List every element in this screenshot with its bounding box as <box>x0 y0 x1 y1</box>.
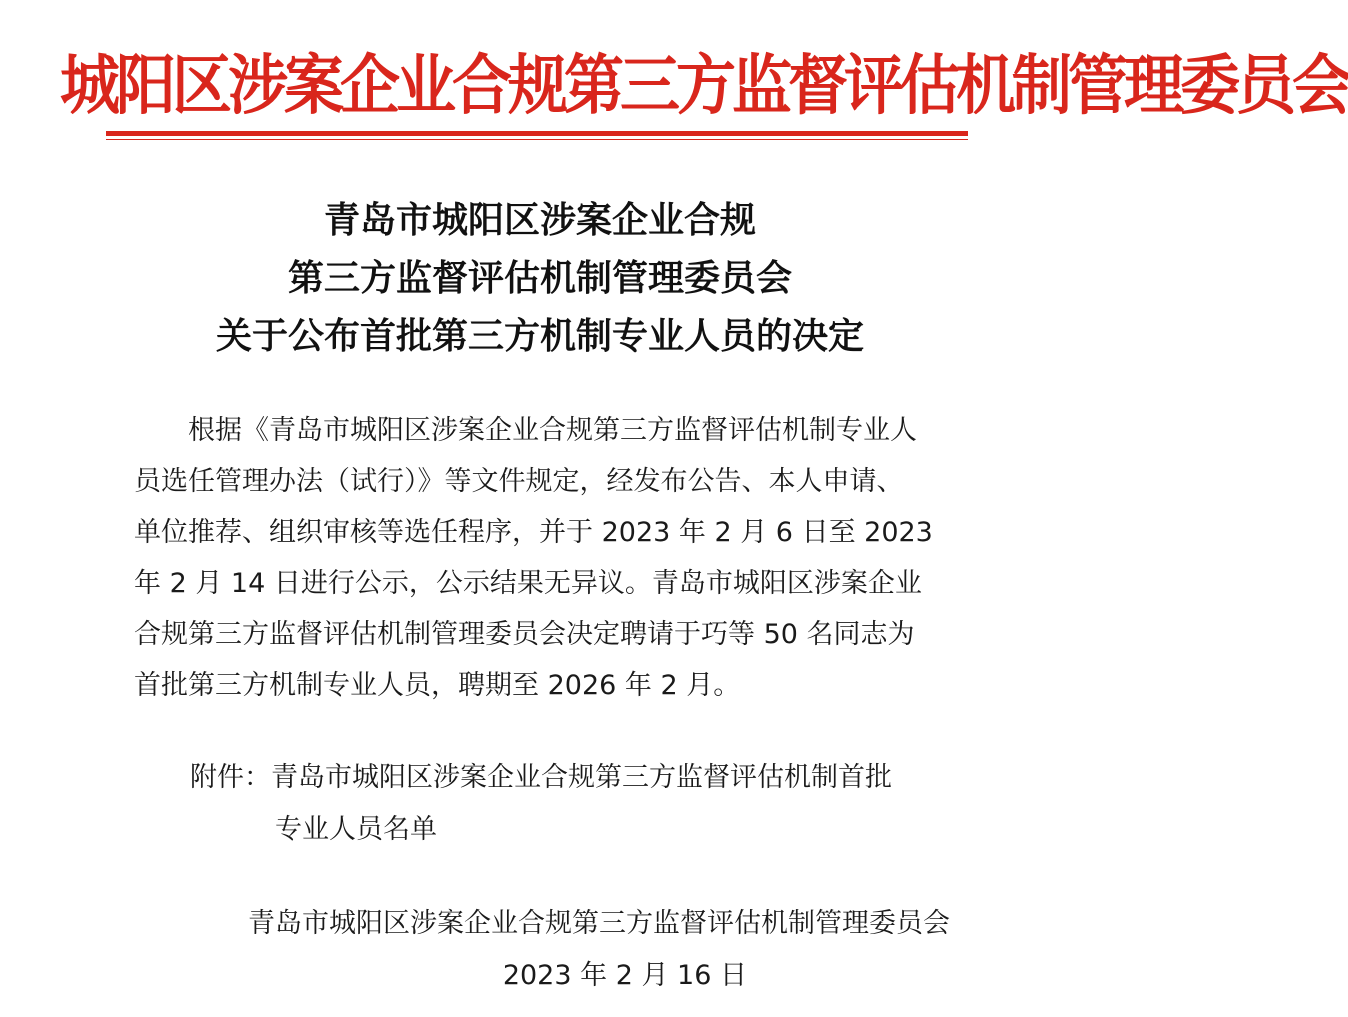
body-line-2: 员选任管理办法（试行）》等文件规定，经发布公告、本人申请、 <box>134 466 904 497</box>
body-line-6: 首批第三方机制专业人员，聘期至 2026 年 2 月。 <box>134 670 741 701</box>
body-line-5: 合规第三方监督评估机制管理委员会决定聘请于巧等 50 名同志为 <box>134 619 915 650</box>
body-line-3: 单位推荐、组织审核等选任程序，并于 2023 年 2 月 6 日至 2023 <box>134 517 933 548</box>
body-line-1: 根据《青岛市城阳区涉案企业合规第三方监督评估机制专业人 <box>188 415 917 446</box>
body-paragraph <box>134 405 939 711</box>
red-divider-thin <box>106 139 968 140</box>
signature-date: 2023 年 2 月 16 日 <box>502 960 747 991</box>
masthead-title: 城阳区涉案企业合规第三方监督评估机制管理委员会 <box>60 48 1348 124</box>
red-divider-thick <box>106 131 968 136</box>
attachment-note <box>190 752 950 856</box>
signature-block <box>180 898 950 1002</box>
title-line-1: 青岛市城阳区涉案企业合规 <box>323 200 756 241</box>
attachment-line-2: 专业人员名单 <box>275 814 437 845</box>
signature-issuer: 青岛市城阳区涉案企业合规第三方监督评估机制管理委员会 <box>248 908 950 939</box>
title-line-3: 关于公布首批第三方机制专业人员的决定 <box>215 316 864 357</box>
document-title <box>120 192 960 366</box>
attachment-line-1: 附件：青岛市城阳区涉案企业合规第三方监督评估机制首批 <box>190 762 892 793</box>
title-line-2: 第三方监督评估机制管理委员会 <box>287 258 792 299</box>
body-line-4: 年 2 月 14 日进行公示，公示结果无异议。青岛市城阳区涉案企业 <box>134 568 922 599</box>
